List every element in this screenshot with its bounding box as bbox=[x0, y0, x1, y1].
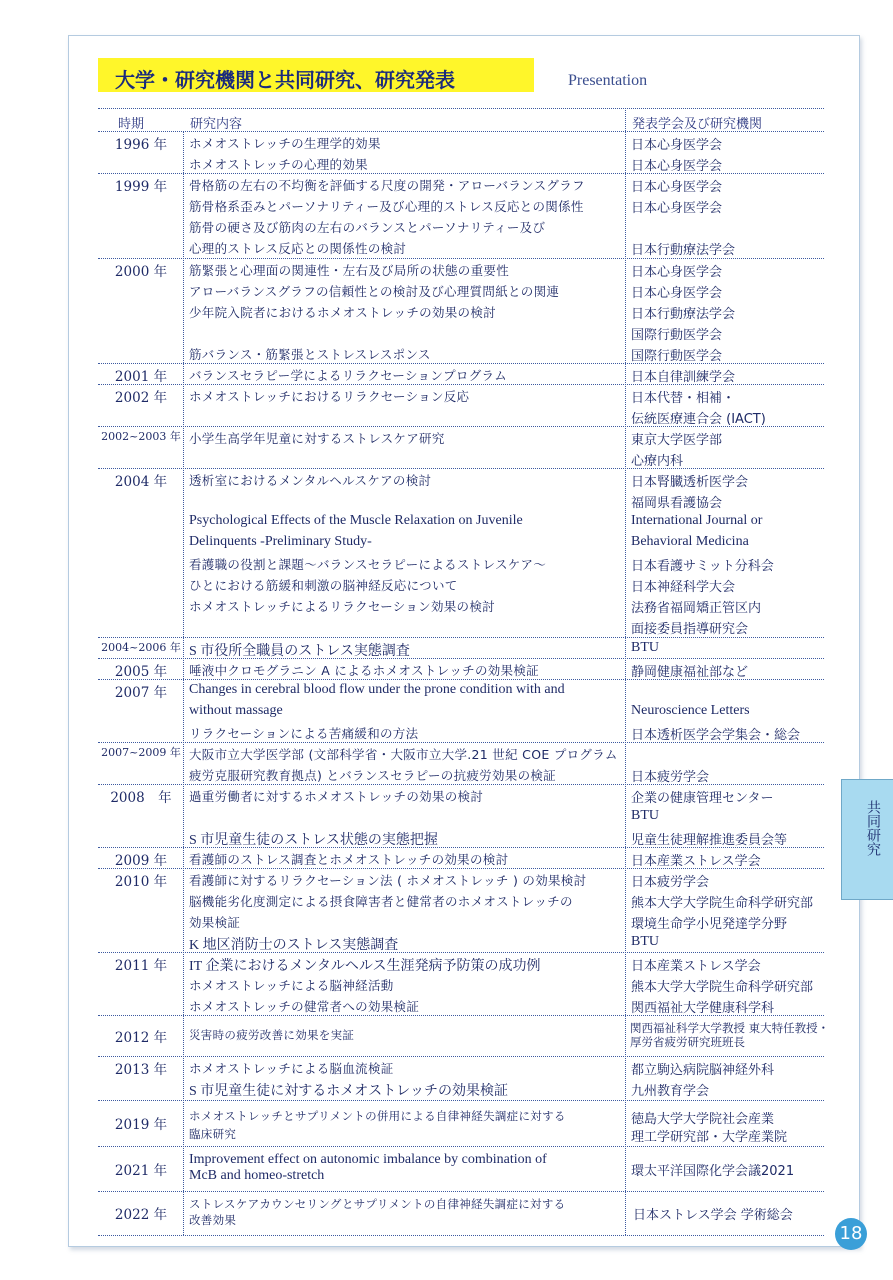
row-separator bbox=[98, 1235, 824, 1236]
research-item: Improvement effect on autonomic imbalance by combination of bbox=[189, 1152, 547, 1167]
research-item: 大阪市立大学医学部 (文部科学省・大阪市立大学.21 世紀 COE プログラム bbox=[189, 747, 618, 762]
row-year: 1996 年 bbox=[114, 137, 168, 153]
page-subtitle: Presentation bbox=[568, 72, 648, 89]
research-item: Changes in cerebral blood flow under the prone condition with and bbox=[189, 682, 565, 697]
research-item: 臨床研究 bbox=[189, 1127, 237, 1141]
row-year: 2010 年 bbox=[114, 874, 168, 890]
row-year: 2005 年 bbox=[114, 664, 168, 680]
research-item: アローバランスグラフの信頼性との検討及び心理質問紙との関連 bbox=[189, 284, 560, 299]
row-separator bbox=[98, 1056, 824, 1057]
research-item: ホメオストレッチとサプリメントの併用による自律神経失調症に対する bbox=[189, 1109, 566, 1123]
row-separator bbox=[98, 384, 824, 385]
row-separator bbox=[98, 468, 824, 469]
institution-item: Behavioral Medicina bbox=[631, 534, 749, 549]
research-item: 効果検証 bbox=[189, 915, 241, 930]
institution-item: 日本自律訓練学会 bbox=[631, 370, 736, 385]
institution-item: 日本透析医学会学集会・総会 bbox=[631, 728, 801, 743]
institution-item: 日本ストレス学会 学術総会 bbox=[633, 1208, 793, 1223]
research-item: 筋バランス・筋緊張とストレスレスポンス bbox=[189, 347, 431, 362]
row-year: 2001 年 bbox=[114, 369, 168, 385]
row-separator bbox=[98, 258, 824, 259]
research-item: IT 企業におけるメンタルヘルス生涯発病予防策の成功例 bbox=[189, 959, 541, 974]
institution-item: 東京大学医学部 bbox=[631, 433, 723, 448]
institution-item: 日本代替・相補・ bbox=[631, 391, 736, 406]
research-item: 骨格筋の左右の不均衡を評価する尺度の開発・アローバランスグラフ bbox=[189, 178, 585, 193]
row-year: 2013 年 bbox=[114, 1062, 168, 1078]
institution-item: 伝統医療連合会 (IACT) bbox=[631, 412, 766, 427]
institution-item: 環太平洋国際化学会議2021 bbox=[631, 1163, 795, 1179]
institution-item: 国際行動医学会 bbox=[631, 328, 723, 343]
institution-item: 心療内科 bbox=[631, 454, 684, 469]
row-separator bbox=[98, 363, 824, 364]
institution-item: 国際行動医学会 bbox=[631, 349, 723, 364]
row-separator bbox=[98, 173, 824, 174]
row-year: 2022 年 bbox=[114, 1207, 168, 1223]
row-year: 2004~2006 年 bbox=[101, 641, 181, 654]
institution-item: 関西福祉科学大学教授 東大特任教授・ bbox=[630, 1021, 830, 1035]
side-tab-label: 共同研究 bbox=[865, 800, 881, 856]
row-separator bbox=[98, 1191, 824, 1192]
institution-item: Neuroscience Letters bbox=[631, 703, 750, 718]
institution-item: 日本心身医学会 bbox=[631, 180, 723, 195]
research-item: McB and homeo-stretch bbox=[189, 1168, 325, 1183]
row-year: 2002~2003 年 bbox=[101, 430, 181, 443]
row-year: 1999 年 bbox=[114, 179, 168, 195]
research-item: S 市児童生徒のストレス状態の実態把握 bbox=[189, 833, 438, 848]
institution-item: 厚労省疲労研究班班長 bbox=[630, 1035, 745, 1049]
row-year: 2021 年 bbox=[114, 1162, 168, 1179]
row-separator bbox=[98, 952, 824, 953]
row-year: 2007~2009 年 bbox=[101, 746, 181, 759]
research-item: 筋骨格系歪みとパーソナリティー及び心理的ストレス反応との関係性 bbox=[189, 199, 584, 214]
institution-item: 日本産業ストレス学会 bbox=[631, 959, 761, 974]
row-separator bbox=[98, 868, 824, 869]
research-item: S 市児童生徒に対するホメオストレッチの効果検証 bbox=[189, 1084, 509, 1099]
row-year: 2008 年 bbox=[110, 790, 172, 806]
institution-item: 日本疲労学会 bbox=[631, 770, 710, 785]
row-separator bbox=[98, 637, 824, 638]
institution-item: 日本心身医学会 bbox=[631, 265, 723, 280]
header-content: 研究内容 bbox=[190, 117, 243, 132]
institution-item: 日本心身医学会 bbox=[631, 201, 723, 216]
row-separator bbox=[98, 784, 824, 785]
row-year: 2000 年 bbox=[114, 264, 168, 280]
row-separator bbox=[98, 679, 824, 680]
row-year: 2004 年 bbox=[114, 474, 168, 490]
row-separator bbox=[98, 1100, 824, 1101]
row-year: 2012 年 bbox=[114, 1029, 168, 1046]
research-item: 看護師のストレス調査とホメオストレッチの効果の検討 bbox=[189, 852, 509, 867]
institution-item: 面接委員指導研究会 bbox=[631, 622, 749, 637]
row-year: 2011 年 bbox=[114, 958, 168, 974]
research-item: ホメオストレッチの健常者への効果検証 bbox=[189, 999, 420, 1014]
research-item: 過重労働者に対するホメオストレッチの効果の検討 bbox=[189, 789, 484, 804]
research-item: 改善効果 bbox=[189, 1213, 237, 1227]
research-item: バランスセラピー学によるリラクセーションプログラム bbox=[189, 368, 508, 383]
institution-item: 日本心身医学会 bbox=[631, 138, 723, 153]
institution-item: 福岡県看護協会 bbox=[631, 496, 723, 511]
research-item: 脳機能劣化度測定による摂食障害者と健常者のホメオストレッチの bbox=[189, 894, 573, 909]
row-separator bbox=[98, 131, 824, 132]
research-item: 小学生高学年児童に対するストレスケア研究 bbox=[189, 431, 445, 446]
research-item: リラクセーションによる苦痛緩和の方法 bbox=[189, 726, 419, 741]
research-item: ストレスケアカウンセリングとサプリメントの自律神経失調症に対する bbox=[189, 1197, 566, 1211]
institution-item: 日本看護サミット分科会 bbox=[631, 559, 774, 574]
institution-item: 静岡健康福祉部など bbox=[631, 665, 749, 680]
column-divider-1 bbox=[183, 131, 184, 1235]
research-item: without massage bbox=[189, 703, 283, 718]
research-item: ホメオストレッチの心理的効果 bbox=[189, 157, 368, 172]
research-item: 災害時の疲労改善に効果を実証 bbox=[189, 1027, 355, 1042]
research-item: ホメオストレッチによる脳神経活動 bbox=[189, 978, 394, 993]
institution-item: BTU bbox=[631, 808, 659, 823]
institution-item: 日本心身医学会 bbox=[631, 159, 723, 174]
institution-item: 環境生命学小児発達学分野 bbox=[631, 917, 788, 932]
institution-item: BTU bbox=[631, 640, 659, 655]
row-separator bbox=[98, 426, 824, 427]
institution-item: 法務省福岡矯正管区内 bbox=[631, 601, 762, 616]
research-item: 透析室におけるメンタルヘルスケアの検討 bbox=[189, 473, 432, 488]
research-item: ホメオストレッチによるリラクセーション効果の検討 bbox=[189, 599, 495, 614]
page-title: 大学・研究機関と共同研究、研究発表 bbox=[115, 68, 455, 92]
institution-item: 日本腎臓透析医学会 bbox=[631, 475, 749, 490]
row-separator bbox=[98, 1015, 824, 1016]
research-item: K 地区消防士のストレス実態調査 bbox=[189, 938, 399, 953]
research-item: 看護職の役割と課題～バランスセラピーによるストレスケア～ bbox=[189, 557, 547, 572]
row-separator bbox=[98, 847, 824, 848]
research-item: 少年院入院者におけるホメオストレッチの効果の検討 bbox=[189, 305, 496, 320]
research-item: 唾液中クロモグラニン A によるホメオストレッチの効果検証 bbox=[189, 663, 539, 678]
page-number: 18 bbox=[835, 1218, 867, 1250]
institution-item: International Journal or bbox=[631, 513, 763, 528]
header-year: 時期 bbox=[118, 117, 145, 132]
institution-item: 日本産業ストレス学会 bbox=[631, 854, 761, 869]
research-item: 看護師に対するリラクセーション法 ( ホメオストレッチ ) の効果検討 bbox=[189, 873, 587, 888]
research-item: 心理的ストレス反応との関係性の検討 bbox=[189, 241, 407, 256]
institution-item: 日本行動療法学会 bbox=[631, 243, 736, 258]
row-year: 2009 年 bbox=[114, 853, 168, 869]
column-divider-2 bbox=[625, 108, 626, 1235]
research-item: Psychological Effects of the Muscle Relaxation on Juvenile bbox=[189, 513, 523, 528]
research-item: S 市役所全職員のストレス実態調査 bbox=[189, 644, 410, 659]
institution-item: 企業の健康管理センター bbox=[631, 791, 774, 806]
research-item: ホメオストレッチによる脳血流検証 bbox=[189, 1061, 394, 1076]
institution-item: 日本心身医学会 bbox=[631, 286, 723, 301]
research-item: ホメオストレッチにおけるリラクセーション反応 bbox=[189, 389, 470, 404]
institution-item: 都立駒込病院脳神経外科 bbox=[631, 1063, 775, 1078]
research-item: Delinquents -Preliminary Study- bbox=[189, 534, 372, 549]
row-separator bbox=[98, 658, 824, 659]
row-year: 2002 年 bbox=[114, 390, 168, 406]
institution-item: 徳島大学大学院社会産業 bbox=[631, 1112, 775, 1127]
research-item: 疲労克服研究教育拠点) とバランスセラピーの抗疲労効果の検証 bbox=[189, 768, 556, 783]
institution-item: 児童生徒理解推進委員会等 bbox=[631, 833, 788, 848]
table-top-rule bbox=[98, 108, 824, 109]
header-institution: 発表学会及び研究機関 bbox=[632, 117, 763, 132]
institution-item: BTU bbox=[631, 934, 659, 949]
row-year: 2019 年 bbox=[114, 1117, 168, 1133]
row-year: 2007 年 bbox=[114, 685, 168, 701]
research-item: 筋骨の硬さ及び筋肉の左右のバランスとパーソナリティー及び bbox=[189, 220, 546, 235]
research-item: ホメオストレッチの生理学的効果 bbox=[189, 136, 381, 151]
institution-item: 日本疲労学会 bbox=[631, 875, 710, 890]
institution-item: 日本行動療法学会 bbox=[631, 307, 736, 322]
institution-item: 熊本大学大学院生命科学研究部 bbox=[631, 896, 814, 911]
institution-item: 理工学研究部・大学産業院 bbox=[631, 1130, 788, 1145]
row-separator bbox=[98, 742, 824, 743]
research-item: ひとにおける筋緩和刺激の脳神経反応について bbox=[189, 578, 458, 593]
row-separator bbox=[98, 1146, 824, 1147]
institution-item: 熊本大学大学院生命科学研究部 bbox=[631, 980, 814, 995]
institution-item: 九州教育学会 bbox=[631, 1084, 710, 1099]
institution-item: 関西福祉大学健康科学科 bbox=[631, 1001, 775, 1016]
research-item: 筋緊張と心理面の関連性・左右及び局所の状態の重要性 bbox=[189, 263, 510, 278]
institution-item: 日本神経科学大会 bbox=[631, 580, 736, 595]
